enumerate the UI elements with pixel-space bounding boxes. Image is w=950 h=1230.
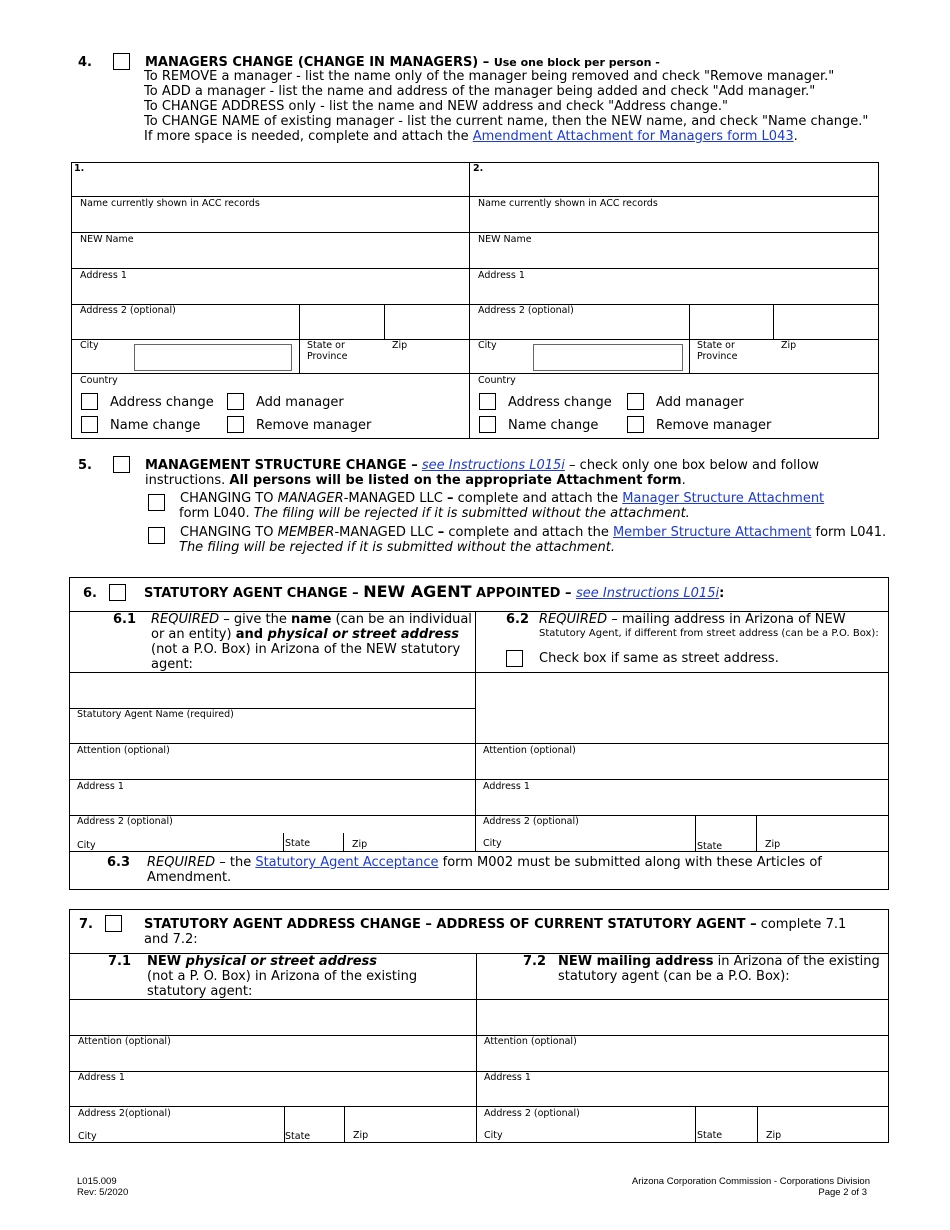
item-7-2-number: 7.2 <box>523 954 547 969</box>
new-name-label-2: NEW Name <box>478 234 532 245</box>
section-7-number: 7. <box>79 917 93 932</box>
city-label-6-left: City <box>77 840 96 851</box>
item-7-2-text: NEW mailing address in Arizona of the existing statutory agent (can be a P.O. Box): <box>558 954 880 984</box>
section-7-title-line2: and 7.2: <box>144 932 198 947</box>
agency-name: Arizona Corporation Commission - Corporations Division <box>631 1176 870 1187</box>
section-5-checkbox[interactable] <box>113 456 130 473</box>
address2-label-6-right: Address 2 (optional) <box>483 816 579 827</box>
member-managed-checkbox[interactable] <box>148 527 165 544</box>
item-6-1-number: 6.1 <box>113 612 137 627</box>
name-change-label-1: Name change <box>110 418 201 433</box>
same-as-street-label: Check box if same as street address. <box>539 651 779 666</box>
section-5-line2: instructions. All persons will be listed on the appropriate Attachment form. <box>145 473 686 488</box>
manager-managed-option: CHANGING TO MANAGER-MANAGED LLC – complete and attach the Manager Structure Attachment <box>180 491 825 506</box>
address1-label-7-left: Address 1 <box>78 1072 125 1083</box>
city-label-2: City <box>478 340 497 351</box>
city-label-1: City <box>80 340 99 351</box>
attention-label-7-left: Attention (optional) <box>78 1036 171 1047</box>
state-label-7-left: State <box>285 1131 311 1142</box>
form-number: L015.009 <box>77 1176 117 1187</box>
state-label-6-left: State <box>285 838 311 849</box>
zip-label-2: Zip <box>781 340 797 351</box>
address2-label-7-left: Address 2(optional) <box>78 1108 171 1119</box>
zip-label-6-left: Zip <box>352 839 368 850</box>
instructions-link-6[interactable]: see Instructions L015i <box>576 586 720 601</box>
attention-label-7-right: Attention (optional) <box>484 1036 577 1047</box>
section-4-checkbox[interactable] <box>113 53 130 70</box>
city-label-6-right: City <box>483 838 502 849</box>
remove-manager-label-2: Remove manager <box>656 418 772 433</box>
page-number: Page 2 of 3 <box>818 1187 867 1198</box>
name-change-label-2: Name change <box>508 418 599 433</box>
city-input-2[interactable] <box>533 344 683 371</box>
item-7-1-number: 7.1 <box>108 954 132 969</box>
city-label-7-right: City <box>484 1130 503 1141</box>
name-change-checkbox-1[interactable] <box>81 416 98 433</box>
add-manager-checkbox-1[interactable] <box>227 393 244 410</box>
address1-label-6-left: Address 1 <box>77 781 124 792</box>
attention-label-6-right: Attention (optional) <box>483 745 576 756</box>
agent-name-label: Statutory Agent Name (required) <box>77 709 234 720</box>
address-change-checkbox-2[interactable] <box>479 393 496 410</box>
manager-block-2-number: 2. <box>473 163 484 174</box>
address2-label-1: Address 2 (optional) <box>80 305 176 316</box>
address1-label-6-right: Address 1 <box>483 781 530 792</box>
item-6-1-text: REQUIRED – give the name (can be an individual or an entity) and physical or street address (not a P.O. Box) in Arizona of the NEW statutory agent: <box>151 612 472 672</box>
member-managed-option: CHANGING TO MEMBER-MANAGED LLC – complete and attach the Member Structure Attachment form L041. <box>180 525 887 540</box>
city-label-7-left: City <box>78 1131 97 1142</box>
state-label-7-right: State <box>697 1130 723 1141</box>
manager-structure-attachment-link[interactable]: Manager Structure Attachment <box>622 491 825 506</box>
section-7-title: STATUTORY AGENT ADDRESS CHANGE – ADDRESS OF CURRENT STATUTORY AGENT – complete 7.1 <box>144 917 847 932</box>
statutory-agent-acceptance-link[interactable]: Statutory Agent Acceptance <box>255 855 439 870</box>
new-name-label-1: NEW Name <box>80 234 134 245</box>
section-6-checkbox[interactable] <box>109 584 126 601</box>
current-name-label-1: Name currently shown in ACC records <box>80 198 260 209</box>
item-6-2-subtext: Statutory Agent, if different from street address (can be a P.O. Box): <box>539 628 879 639</box>
item-7-1-text: NEW physical or street address (not a P. O. Box) in Arizona of the existing statutory agent: <box>147 954 418 999</box>
current-name-label-2: Name currently shown in ACC records <box>478 198 658 209</box>
address-change-label-1: Address change <box>110 395 214 410</box>
city-input-1[interactable] <box>134 344 292 371</box>
section-4-instructions: To REMOVE a manager - list the name only of the manager being removed and check "Remove manager." To ADD a manager - list the name and address of the manager being added and check "Add manager." To CHANGE ADDRESS only - list the name and NEW address and check "Address change." To CHANGE NAME of existing manager - list the current name, then the NEW name, and check "Name change." If more space is needed, complete and attach the Amendment Attachment for Managers form L043. <box>144 69 869 144</box>
state-label-6-right: State <box>697 841 723 852</box>
country-label-1: Country <box>80 375 118 386</box>
section-4-number: 4. <box>78 55 92 70</box>
member-managed-option-line2: The filing will be rejected if it is submitted without the attachment. <box>179 540 616 555</box>
add-manager-label-1: Add manager <box>256 395 344 410</box>
state-label-1: State or Province <box>307 340 348 362</box>
section-4-title: MANAGERS CHANGE (CHANGE IN MANAGERS) – Use one block per person - <box>145 55 660 70</box>
section-5-number: 5. <box>78 458 92 473</box>
name-change-checkbox-2[interactable] <box>479 416 496 433</box>
section-7-checkbox[interactable] <box>105 915 122 932</box>
remove-manager-checkbox-1[interactable] <box>227 416 244 433</box>
address2-label-6-left: Address 2 (optional) <box>77 816 173 827</box>
manager-block-1-number: 1. <box>74 163 85 174</box>
section-6-number: 6. <box>83 586 97 601</box>
address2-label-2: Address 2 (optional) <box>478 305 574 316</box>
same-as-street-checkbox[interactable] <box>506 650 523 667</box>
manager-managed-option-line2: form L040. The filing will be rejected if it is submitted without the attachment. <box>179 506 690 521</box>
member-structure-attachment-link[interactable]: Member Structure Attachment <box>612 525 812 540</box>
state-label-2: State or Province <box>697 340 738 362</box>
country-label-2: Country <box>478 375 516 386</box>
attention-label-6-left: Attention (optional) <box>77 745 170 756</box>
section-6-title: STATUTORY AGENT CHANGE – NEW AGENT APPOINTED – see Instructions L015i: <box>144 582 725 601</box>
add-manager-label-2: Add manager <box>656 395 744 410</box>
add-manager-checkbox-2[interactable] <box>627 393 644 410</box>
zip-label-7-right: Zip <box>766 1130 782 1141</box>
remove-manager-checkbox-2[interactable] <box>627 416 644 433</box>
item-6-3-number: 6.3 <box>107 855 131 870</box>
address1-label-2: Address 1 <box>478 270 525 281</box>
amendment-attachment-link[interactable]: Amendment Attachment for Managers form L043 <box>472 129 794 144</box>
zip-label-7-left: Zip <box>353 1130 369 1141</box>
zip-label-1: Zip <box>392 340 408 351</box>
address-change-checkbox-1[interactable] <box>81 393 98 410</box>
item-6-2-text: REQUIRED – mailing address in Arizona of NEW <box>539 612 846 627</box>
zip-label-6-right: Zip <box>765 839 781 850</box>
section-5-title: MANAGEMENT STRUCTURE CHANGE – see Instructions L015i – check only one box below and follow <box>145 458 819 473</box>
remove-manager-label-1: Remove manager <box>256 418 372 433</box>
address-change-label-2: Address change <box>508 395 612 410</box>
item-6-3-text: REQUIRED – the Statutory Agent Acceptance form M002 must be submitted along with these Articles of Amendment. <box>147 855 822 885</box>
address1-label-1: Address 1 <box>80 270 127 281</box>
manager-managed-checkbox[interactable] <box>148 494 165 511</box>
address1-label-7-right: Address 1 <box>484 1072 531 1083</box>
instructions-link-5[interactable]: see Instructions L015i <box>421 458 565 473</box>
revision-date: Rev: 5/2020 <box>77 1187 129 1198</box>
address2-label-7-right: Address 2 (optional) <box>484 1108 580 1119</box>
item-6-2-number: 6.2 <box>506 612 530 627</box>
